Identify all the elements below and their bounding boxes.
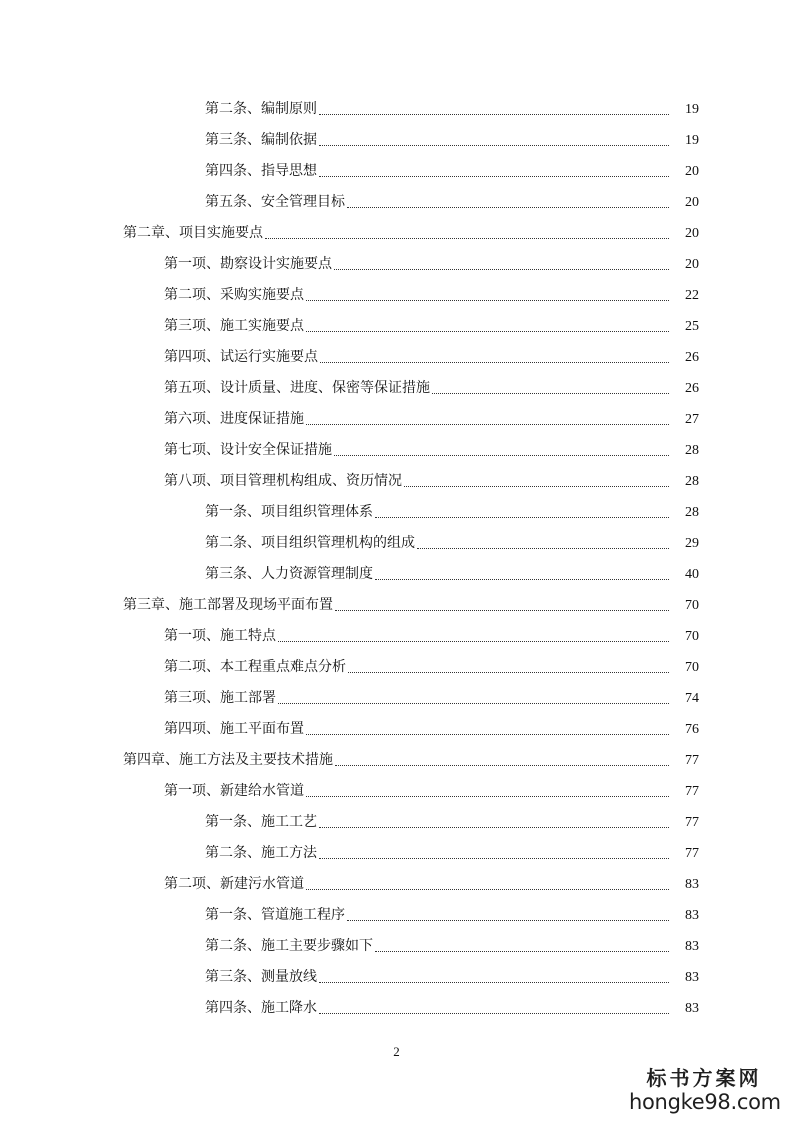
toc-dot-leader bbox=[306, 330, 669, 332]
toc-entry-page: 28 bbox=[685, 474, 699, 489]
toc-entry[interactable] bbox=[0, 590, 793, 621]
toc-entry-title: 第五条、安全管理目标 bbox=[205, 194, 345, 210]
toc-dot-leader bbox=[319, 144, 669, 146]
toc-entry-page: 20 bbox=[685, 195, 699, 210]
toc-entry-title: 第四条、施工降水 bbox=[205, 1000, 317, 1016]
toc-entry[interactable] bbox=[0, 714, 793, 745]
toc-entry-title: 第一项、勘察设计实施要点 bbox=[164, 256, 332, 272]
toc-dot-leader bbox=[306, 299, 669, 301]
toc-dot-leader bbox=[347, 919, 669, 921]
toc-entry-title: 第二章、项目实施要点 bbox=[123, 225, 263, 241]
toc-dot-leader bbox=[375, 516, 669, 518]
toc-entry-title: 第二条、编制原则 bbox=[205, 101, 317, 117]
toc-entry[interactable] bbox=[0, 466, 793, 497]
toc-entry[interactable] bbox=[0, 249, 793, 280]
toc-entry-page: 77 bbox=[685, 784, 699, 799]
toc-entry-page: 22 bbox=[685, 288, 699, 303]
toc-entry-page: 83 bbox=[685, 1001, 699, 1016]
toc-entry-page: 70 bbox=[685, 598, 699, 613]
toc-entry[interactable] bbox=[0, 621, 793, 652]
toc-entry-title: 第三条、编制依据 bbox=[205, 132, 317, 148]
toc-entry[interactable] bbox=[0, 218, 793, 249]
toc-dot-leader bbox=[320, 361, 669, 363]
toc-entry-title: 第一条、项目组织管理体系 bbox=[205, 504, 373, 520]
toc-entry-page: 70 bbox=[685, 629, 699, 644]
toc-dot-leader bbox=[348, 671, 669, 673]
toc-entry-title: 第二条、施工方法 bbox=[205, 845, 317, 861]
toc-entry[interactable] bbox=[0, 652, 793, 683]
toc-entry-page: 20 bbox=[685, 164, 699, 179]
toc-entry[interactable] bbox=[0, 993, 793, 1024]
toc-entry-title: 第三项、施工部署 bbox=[164, 690, 276, 706]
toc-entry-title: 第六项、进度保证措施 bbox=[164, 411, 304, 427]
toc-dot-leader bbox=[319, 981, 669, 983]
toc-entry-title: 第四章、施工方法及主要技术措施 bbox=[123, 752, 333, 768]
toc-entry-page: 74 bbox=[685, 691, 699, 706]
toc-entry[interactable] bbox=[0, 156, 793, 187]
toc-entry-title: 第二条、施工主要步骤如下 bbox=[205, 938, 373, 954]
toc-entry-page: 28 bbox=[685, 443, 699, 458]
toc-entry-page: 28 bbox=[685, 505, 699, 520]
toc-entry[interactable] bbox=[0, 528, 793, 559]
toc-entry-title: 第二项、新建污水管道 bbox=[164, 876, 304, 892]
toc-dot-leader bbox=[404, 485, 669, 487]
toc-dot-leader bbox=[375, 950, 669, 952]
toc-entry-page: 83 bbox=[685, 939, 699, 954]
toc-entry-page: 20 bbox=[685, 257, 699, 272]
toc-dot-leader bbox=[334, 268, 669, 270]
toc-dot-leader bbox=[265, 237, 669, 239]
watermark-url: hongke98.com bbox=[629, 1090, 781, 1114]
toc-entry[interactable] bbox=[0, 280, 793, 311]
toc-entry[interactable] bbox=[0, 931, 793, 962]
toc-entry-title: 第三条、人力资源管理制度 bbox=[205, 566, 373, 582]
toc-entry-page: 29 bbox=[685, 536, 699, 551]
toc-entry-title: 第三章、施工部署及现场平面布置 bbox=[123, 597, 333, 613]
toc-entry-page: 26 bbox=[685, 381, 699, 396]
toc-entry-title: 第三项、施工实施要点 bbox=[164, 318, 304, 334]
toc-dot-leader bbox=[432, 392, 669, 394]
toc-entry[interactable] bbox=[0, 373, 793, 404]
toc-dot-leader bbox=[306, 795, 669, 797]
toc-entry-title: 第一条、施工工艺 bbox=[205, 814, 317, 830]
toc-entry[interactable] bbox=[0, 838, 793, 869]
toc-entry[interactable] bbox=[0, 869, 793, 900]
toc-dot-leader bbox=[335, 609, 669, 611]
toc-dot-leader bbox=[417, 547, 669, 549]
toc-entry[interactable] bbox=[0, 745, 793, 776]
toc-entry[interactable] bbox=[0, 497, 793, 528]
toc-entry-page: 83 bbox=[685, 908, 699, 923]
toc-entry-page: 19 bbox=[685, 133, 699, 148]
toc-dot-leader bbox=[375, 578, 669, 580]
toc-entry[interactable] bbox=[0, 404, 793, 435]
toc-entry-title: 第四项、试运行实施要点 bbox=[164, 349, 318, 365]
toc-dot-leader bbox=[347, 206, 669, 208]
toc-entry[interactable] bbox=[0, 962, 793, 993]
toc-entry-title: 第七项、设计安全保证措施 bbox=[164, 442, 332, 458]
toc-dot-leader bbox=[319, 826, 669, 828]
toc-entry-title: 第四项、施工平面布置 bbox=[164, 721, 304, 737]
toc-dot-leader bbox=[319, 175, 669, 177]
toc-entry-page: 83 bbox=[685, 970, 699, 985]
toc-entry-page: 77 bbox=[685, 815, 699, 830]
toc-dot-leader bbox=[319, 113, 669, 115]
toc-entry-page: 76 bbox=[685, 722, 699, 737]
toc-entry[interactable] bbox=[0, 94, 793, 125]
toc-entry[interactable] bbox=[0, 342, 793, 373]
toc-dot-leader bbox=[319, 1012, 669, 1014]
watermark-title: 标书方案网 bbox=[646, 1066, 762, 1090]
toc-entry[interactable] bbox=[0, 683, 793, 714]
toc-entry-page: 77 bbox=[685, 753, 699, 768]
toc-entry-title: 第四条、指导思想 bbox=[205, 163, 317, 179]
toc-entry[interactable] bbox=[0, 187, 793, 218]
toc-entry-title: 第八项、项目管理机构组成、资历情况 bbox=[164, 473, 402, 489]
toc-dot-leader bbox=[306, 423, 669, 425]
table-of-contents bbox=[0, 94, 793, 1024]
toc-dot-leader bbox=[335, 764, 669, 766]
toc-entry[interactable] bbox=[0, 900, 793, 931]
toc-dot-leader bbox=[278, 640, 669, 642]
toc-entry-title: 第五项、设计质量、进度、保密等保证措施 bbox=[164, 380, 430, 396]
toc-entry-page: 19 bbox=[685, 102, 699, 117]
toc-entry-page: 20 bbox=[685, 226, 699, 241]
toc-entry-title: 第一项、新建给水管道 bbox=[164, 783, 304, 799]
toc-entry-page: 40 bbox=[685, 567, 699, 582]
toc-entry-title: 第三条、测量放线 bbox=[205, 969, 317, 985]
toc-dot-leader bbox=[306, 733, 669, 735]
toc-entry-page: 83 bbox=[685, 877, 699, 892]
toc-entry-title: 第二项、采购实施要点 bbox=[164, 287, 304, 303]
toc-entry[interactable] bbox=[0, 559, 793, 590]
toc-dot-leader bbox=[278, 702, 669, 704]
toc-entry[interactable] bbox=[0, 776, 793, 807]
toc-entry[interactable] bbox=[0, 125, 793, 156]
site-watermark bbox=[629, 1066, 779, 1114]
toc-entry-page: 27 bbox=[685, 412, 699, 427]
toc-entry-title: 第一项、施工特点 bbox=[164, 628, 276, 644]
toc-entry-page: 70 bbox=[685, 660, 699, 675]
toc-entry-page: 25 bbox=[685, 319, 699, 334]
toc-entry[interactable] bbox=[0, 807, 793, 838]
toc-entry-page: 77 bbox=[685, 846, 699, 861]
toc-dot-leader bbox=[306, 888, 669, 890]
toc-dot-leader bbox=[319, 857, 669, 859]
page-number: 2 bbox=[393, 1044, 400, 1059]
toc-dot-leader bbox=[334, 454, 669, 456]
toc-entry-title: 第一条、管道施工程序 bbox=[205, 907, 345, 923]
toc-entry[interactable] bbox=[0, 435, 793, 466]
toc-entry-title: 第二项、本工程重点难点分析 bbox=[164, 659, 346, 675]
toc-entry-page: 26 bbox=[685, 350, 699, 365]
toc-entry[interactable] bbox=[0, 311, 793, 342]
toc-entry-title: 第二条、项目组织管理机构的组成 bbox=[205, 535, 415, 551]
